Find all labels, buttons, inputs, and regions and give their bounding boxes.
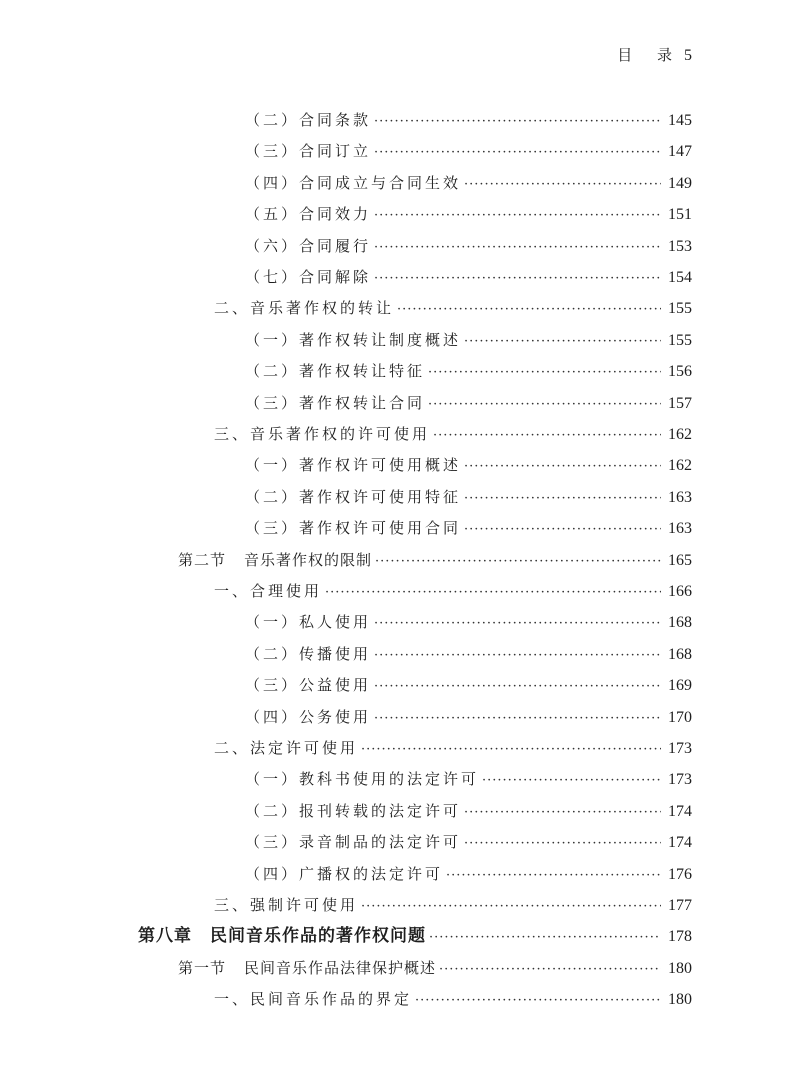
- dot-leader: [374, 137, 661, 169]
- toc-entry[interactable]: [245, 135, 692, 167]
- toc-entry-page: 145: [668, 112, 692, 129]
- toc-entry-title: [214, 418, 430, 450]
- dot-leader: [433, 420, 661, 452]
- toc-entry-title: [245, 669, 371, 701]
- toc-entry[interactable]: [245, 261, 692, 293]
- toc-entry-text: 一、合理使用: [214, 582, 323, 600]
- toc-entry-title: [178, 952, 436, 984]
- toc-entry-title: [245, 826, 461, 858]
- toc-entry-text: （一）私人使用: [245, 613, 372, 632]
- toc-entry[interactable]: [245, 198, 692, 230]
- toc-entry[interactable]: [245, 701, 692, 733]
- toc-entry-page: 177: [668, 897, 692, 914]
- dot-leader: [375, 546, 661, 578]
- toc-entry-text: （三）著作权转让合同: [245, 393, 426, 412]
- toc-entry[interactable]: [245, 763, 692, 795]
- toc-entry[interactable]: [245, 669, 692, 701]
- toc-entry-text: 一、民间音乐作品的界定: [214, 990, 413, 1009]
- toc-entry[interactable]: [245, 481, 692, 513]
- toc-entry-title: [178, 544, 372, 576]
- toc-entry-title: [214, 292, 394, 324]
- dot-leader: [428, 389, 661, 421]
- dot-leader: [361, 891, 661, 923]
- toc-entry-page: 165: [668, 551, 692, 569]
- toc-entry-title: [214, 732, 358, 764]
- toc-entry[interactable]: [245, 230, 692, 262]
- toc-entry-text: 二、法定许可使用: [214, 739, 359, 757]
- toc-entry[interactable]: [178, 544, 692, 576]
- dot-leader: [374, 640, 661, 672]
- toc-entry[interactable]: [178, 952, 692, 984]
- dot-leader: [429, 922, 661, 954]
- toc-entry-text: （一）教科书使用的法定许可: [245, 770, 480, 789]
- toc-entry-text: （三）公益使用: [245, 676, 372, 695]
- toc-entry-text: （四）广播权的法定许可: [245, 864, 444, 883]
- toc-entry-title: [245, 512, 461, 544]
- toc-entry-text: （一）著作权许可使用概述: [245, 456, 462, 475]
- toc-entry-title: [214, 575, 322, 607]
- toc-entry[interactable]: [245, 638, 692, 670]
- toc-entry-text: （一）著作权转让制度概述: [245, 330, 462, 349]
- toc-entry-title: [245, 606, 371, 638]
- dot-leader: [464, 326, 661, 358]
- dot-leader: [374, 200, 661, 232]
- toc-entry-text: （三）合同订立: [245, 142, 372, 161]
- toc-entry-text: 三、音乐著作权的许可使用: [214, 425, 431, 443]
- toc-entry-page: 149: [668, 174, 692, 192]
- toc-entry-text: （二）报刊转载的法定许可: [245, 801, 462, 820]
- toc-entry-title: [214, 983, 412, 1015]
- toc-entry[interactable]: [245, 795, 692, 827]
- dot-leader: [374, 106, 661, 138]
- dot-leader: [482, 765, 661, 797]
- toc-entry-title: [245, 324, 461, 356]
- toc-entry-text: （四）合同成立与合同生效: [245, 173, 462, 192]
- toc-entry-page: 163: [668, 520, 692, 538]
- toc-entry-title: [245, 355, 425, 387]
- toc-entry-title: [245, 701, 371, 733]
- toc-entry[interactable]: [245, 104, 692, 136]
- toc-entry-page: 157: [668, 394, 692, 412]
- toc-entry-page: 174: [668, 834, 692, 852]
- toc-entry[interactable]: [245, 167, 692, 199]
- toc-entry[interactable]: [245, 355, 692, 387]
- toc-entry-text: （二）传播使用: [245, 644, 372, 663]
- toc-entry-title: [245, 198, 371, 230]
- toc-entry-text: 三、强制许可使用: [214, 896, 359, 914]
- dot-leader: [446, 860, 661, 892]
- toc-entry-title: [245, 481, 461, 513]
- toc-entry-page: 154: [668, 269, 692, 286]
- toc-entry[interactable]: [214, 418, 692, 450]
- toc-entry-page: 155: [668, 331, 692, 349]
- toc-entry-text: 民间音乐作品法律保护概述: [244, 958, 437, 977]
- dot-leader: [464, 514, 661, 546]
- toc-entry-page: 176: [668, 865, 692, 883]
- toc-entry-page: 168: [668, 614, 692, 632]
- toc-entry[interactable]: [214, 983, 692, 1015]
- toc-entry-page: 173: [668, 771, 692, 789]
- toc-entry-title: [214, 889, 358, 921]
- toc-entry[interactable]: [214, 732, 692, 764]
- toc-entry-title: [138, 920, 426, 952]
- toc-entry-prefix: 第一节: [178, 958, 227, 977]
- dot-leader: [374, 671, 661, 703]
- toc-entry[interactable]: [138, 920, 692, 952]
- toc-entry-text: 民间音乐作品的著作权问题: [210, 926, 426, 947]
- toc-entry-text: （二）著作权转让特征: [245, 362, 426, 381]
- toc-entry-title: [245, 638, 371, 670]
- toc-entry-title: [245, 387, 425, 419]
- toc-entry-text: （三）录音制品的法定许可: [245, 833, 462, 852]
- toc-entry-page: 168: [668, 645, 692, 663]
- toc-entry-prefix: 第八章: [138, 926, 192, 947]
- toc-entry-page: 153: [668, 237, 692, 255]
- toc-entry-title: [245, 261, 371, 293]
- toc-entry[interactable]: [245, 387, 692, 419]
- toc-entry[interactable]: [245, 858, 692, 890]
- toc-entry-page: 170: [668, 708, 692, 726]
- header-title: 目 录: [617, 46, 682, 64]
- toc-entry[interactable]: [214, 292, 692, 324]
- dot-leader: [374, 232, 661, 264]
- toc-entry-page: 169: [668, 677, 692, 695]
- dot-leader: [464, 451, 661, 483]
- toc-entry-page: 155: [668, 300, 692, 318]
- toc-entry[interactable]: [245, 826, 692, 858]
- toc-entry-page: 156: [668, 363, 692, 381]
- dot-leader: [428, 357, 661, 389]
- dot-leader: [361, 734, 661, 766]
- toc-entry-page: 162: [668, 457, 692, 475]
- dot-leader: [464, 483, 661, 515]
- toc-entry[interactable]: [245, 512, 692, 544]
- header-page-number: 5: [684, 47, 692, 64]
- dot-leader: [325, 577, 661, 609]
- dot-leader: [464, 169, 661, 201]
- toc-entry[interactable]: [214, 575, 692, 607]
- dot-leader: [464, 828, 661, 860]
- dot-leader: [374, 703, 661, 735]
- dot-leader: [397, 294, 661, 326]
- toc-entry-title: [245, 230, 371, 262]
- toc-entry-text: （二）著作权许可使用特征: [245, 487, 462, 506]
- toc-entry-page: 173: [668, 740, 692, 757]
- toc-entry[interactable]: [245, 324, 692, 356]
- toc-entry-text: 音乐著作权的限制: [244, 550, 373, 569]
- toc-entry-title: [245, 795, 461, 827]
- toc-entry-text: （三）著作权许可使用合同: [245, 519, 462, 538]
- toc-entry-page: 163: [668, 488, 692, 506]
- toc-entry-title: [245, 135, 371, 167]
- toc-entry-title: [245, 167, 461, 199]
- toc-entry[interactable]: [214, 889, 692, 921]
- toc-entry-page: 180: [668, 959, 692, 977]
- toc-entry-text: （四）公务使用: [245, 707, 372, 726]
- dot-leader: [439, 954, 661, 986]
- running-header: [617, 44, 692, 65]
- toc-entry-text: 二、音乐著作权的转让: [214, 299, 395, 318]
- dot-leader: [464, 797, 661, 829]
- toc-entry-page: 180: [668, 991, 692, 1009]
- toc-entry-title: [245, 449, 461, 481]
- dot-leader: [415, 985, 661, 1017]
- dot-leader: [374, 608, 661, 640]
- toc-entry-title: [245, 858, 443, 890]
- toc-entry-prefix: 第二节: [178, 550, 227, 569]
- toc-entry-text: （七）合同解除: [245, 268, 372, 286]
- toc-entry[interactable]: [245, 449, 692, 481]
- toc-entry-page: 174: [668, 802, 692, 820]
- toc-entry[interactable]: [245, 606, 692, 638]
- toc-entry-page: 147: [668, 143, 692, 161]
- toc-entry-page: 151: [668, 206, 692, 224]
- toc-entry-page: 166: [668, 583, 692, 600]
- toc-entry-text: （六）合同履行: [245, 236, 372, 255]
- toc-entry-text: （五）合同效力: [245, 205, 372, 224]
- dot-leader: [374, 263, 661, 295]
- toc-entry-page: 162: [668, 426, 692, 443]
- toc-entry-title: [245, 104, 371, 136]
- toc-entry-title: [245, 763, 479, 795]
- toc-entry-text: （二）合同条款: [245, 111, 372, 129]
- toc-entry-page: 178: [668, 928, 692, 946]
